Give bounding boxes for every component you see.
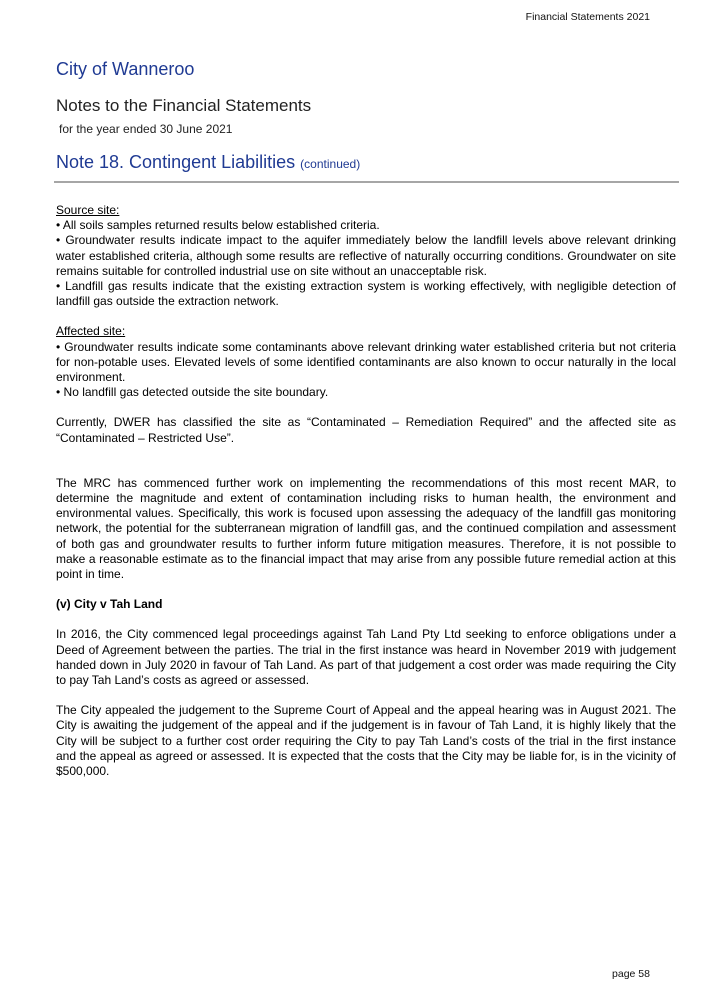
organisation-name: City of Wanneroo bbox=[56, 59, 195, 79]
classification-paragraph: Currently, DWER has classified the site as “Contaminated – Remediation Required” and the affected site as “Contaminated – Restricted Use”. bbox=[56, 415, 676, 445]
source-site-bullet: • Groundwater results indicate impact to the aquifer immediately below the landfill levels above relevant drinking water established criteria, although some results are reflective of naturally occurring conditions. Groundwater on site remains suitable for controlled industrial use on site without an unacceptable risk. bbox=[56, 233, 676, 278]
reporting-period: for the year ended 30 June 2021 bbox=[59, 122, 233, 136]
affected-site-bullet: • Groundwater results indicate some contaminants above relevant drinking water established criteria but not criteria for non-potable uses. Elevated levels of some identified contaminants are also known to occur naturally in the local environment. bbox=[56, 339, 676, 385]
note-heading bbox=[56, 152, 360, 173]
note-heading-text: Note 18. Contingent Liabilities bbox=[56, 152, 296, 172]
mrc-paragraph: The MRC has commenced further work on implementing the recommendations of this most recent MAR, to determine the magnitude and extent of contamination including risks to human health, the environment and environmental values. Specifically, this work is focused upon assessing the adequacy of the landfill gas monitoring network, the potential for the subterranean migration of landfill gas, and the continued compilation and assessment of both gas and groundwater results to further inform future mitigation measures. Therefore, it is not possible to make a reasonable estimate as to the financial impact that may arise from any possible future remedial action at this point in time. bbox=[56, 475, 676, 582]
affected-site-label: Affected site: bbox=[56, 324, 126, 339]
notes-title: Notes to the Financial Statements bbox=[56, 96, 312, 115]
affected-site-bullet: • No landfill gas detected outside the site boundary. bbox=[56, 385, 329, 400]
source-site-label: Source site: bbox=[56, 203, 120, 217]
source-site-bullet: • Landfill gas results indicate that the existing extraction system is working effectively, with negligible detection of landfill gas outside the extraction network. bbox=[56, 279, 676, 309]
heading-divider bbox=[54, 181, 679, 183]
tah-land-paragraph: The City appealed the judgement to the Supreme Court of Appeal and the appeal hearing was in August 2021. The City is awaiting the judgement of the appeal and if the judgement is in favour of Tah Land, it is highly likely that the City will be subject to a further cost order requiring the City to pay Tah Land’s costs of the trial in the first instance and the appeal as agreed or assessed. It is expected that the costs that the City may be liable for, is in the vicinity of $500,000. bbox=[56, 703, 676, 779]
document-header-title: Financial Statements 2021 bbox=[525, 11, 650, 23]
page-number: page 58 bbox=[612, 968, 650, 980]
tah-land-paragraph: In 2016, the City commenced legal proceedings against Tah Land Pty Ltd seeking to enforce obligations under a Deed of Agreement between the parties. The trial in the first instance was heard in November 2019 with judgement handed down in July 2020 in favour of Tah Land. As part of that judgement a cost order was made requiring the City to pay Tah Land’s costs as agreed or assessed. bbox=[56, 627, 676, 688]
note-continued-label: (continued) bbox=[300, 157, 361, 171]
source-site-bullet: • All soils samples returned results below established criteria. bbox=[56, 218, 380, 233]
note-body bbox=[56, 203, 676, 779]
tah-land-heading: (v) City v Tah Land bbox=[56, 597, 163, 612]
